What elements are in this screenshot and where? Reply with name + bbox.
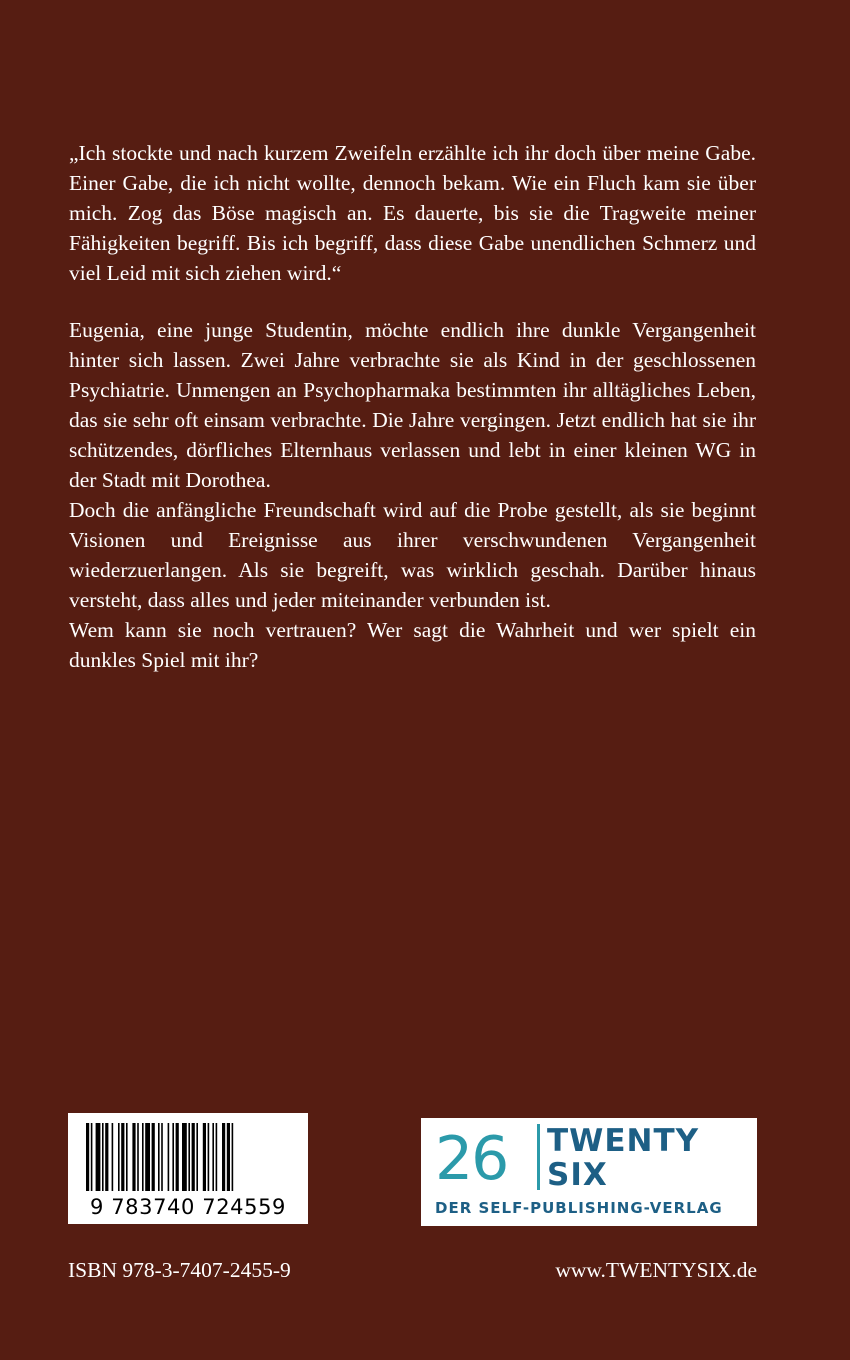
blurb-paragraph: Wem kann sie noch vertrauen? Wer sagt die Wahrheit und wer spielt ein dunkles Spiel mit ihr? [69, 618, 756, 672]
blurb-paragraph: Eugenia, eine junge Studentin, möchte endlich ihre dunkle Vergangenheit hinter sich lassen. Zwei Jahre verbrachte sie als Kind in der geschlossenen Psychiatrie. Unmengen an Psychopharmaka bestimmten ihr alltägliches Leben, das sie sehr oft einsam verbrachte. Die Jahre vergingen. Jetzt endlich hat sie ihr schützendes, dörfliches Elternhaus verlassen und lebt in einer kleinen WG in der Stadt mit Dorothea. [69, 318, 756, 492]
logo-number: 26 [435, 1124, 508, 1194]
cover-blurb [69, 315, 756, 675]
logo-word-line2: SIX [547, 1157, 608, 1193]
barcode-digits: 9 783740 724559 [89, 1195, 287, 1219]
isbn-barcode [68, 1113, 308, 1224]
logo-divider [537, 1124, 540, 1190]
publisher-website: www.TWENTYSIX.de [555, 1258, 757, 1282]
isbn-number: ISBN 978-3-7407-2455-9 [68, 1258, 291, 1282]
cover-quote: „Ich stockte und nach kurzem Zweifeln erzählte ich ihr doch über meine Gabe. Einer Gabe, die ich nicht wollte, dennoch bekam. Wie ein Fluch kam sie über mich. Zog das Böse magisch an. Es dauerte, bis sie die Tragweite meiner Fähigkeiten begriff. Bis ich begriff, dass diese Gabe unendlichen Schmerz und viel Leid mit sich ziehen wird.“ [69, 141, 756, 285]
barcode-bars [68, 1113, 308, 1195]
publisher-logo [421, 1118, 757, 1226]
logo-word-line1: TWENTY [547, 1123, 700, 1159]
blurb-paragraph: Doch die anfängliche Freundschaft wird auf die Probe gestellt, als sie beginnt Visionen und Ereignisse aus ihrer verschwundenen Vergangenheit wiederzuerlangen. Als sie begreift, was wirklich geschah. Darüber hinaus versteht, dass alles und jeder miteinander verbunden ist. [69, 498, 756, 612]
logo-tagline: DER SELF-PUBLISHING-VERLAG [435, 1199, 723, 1217]
